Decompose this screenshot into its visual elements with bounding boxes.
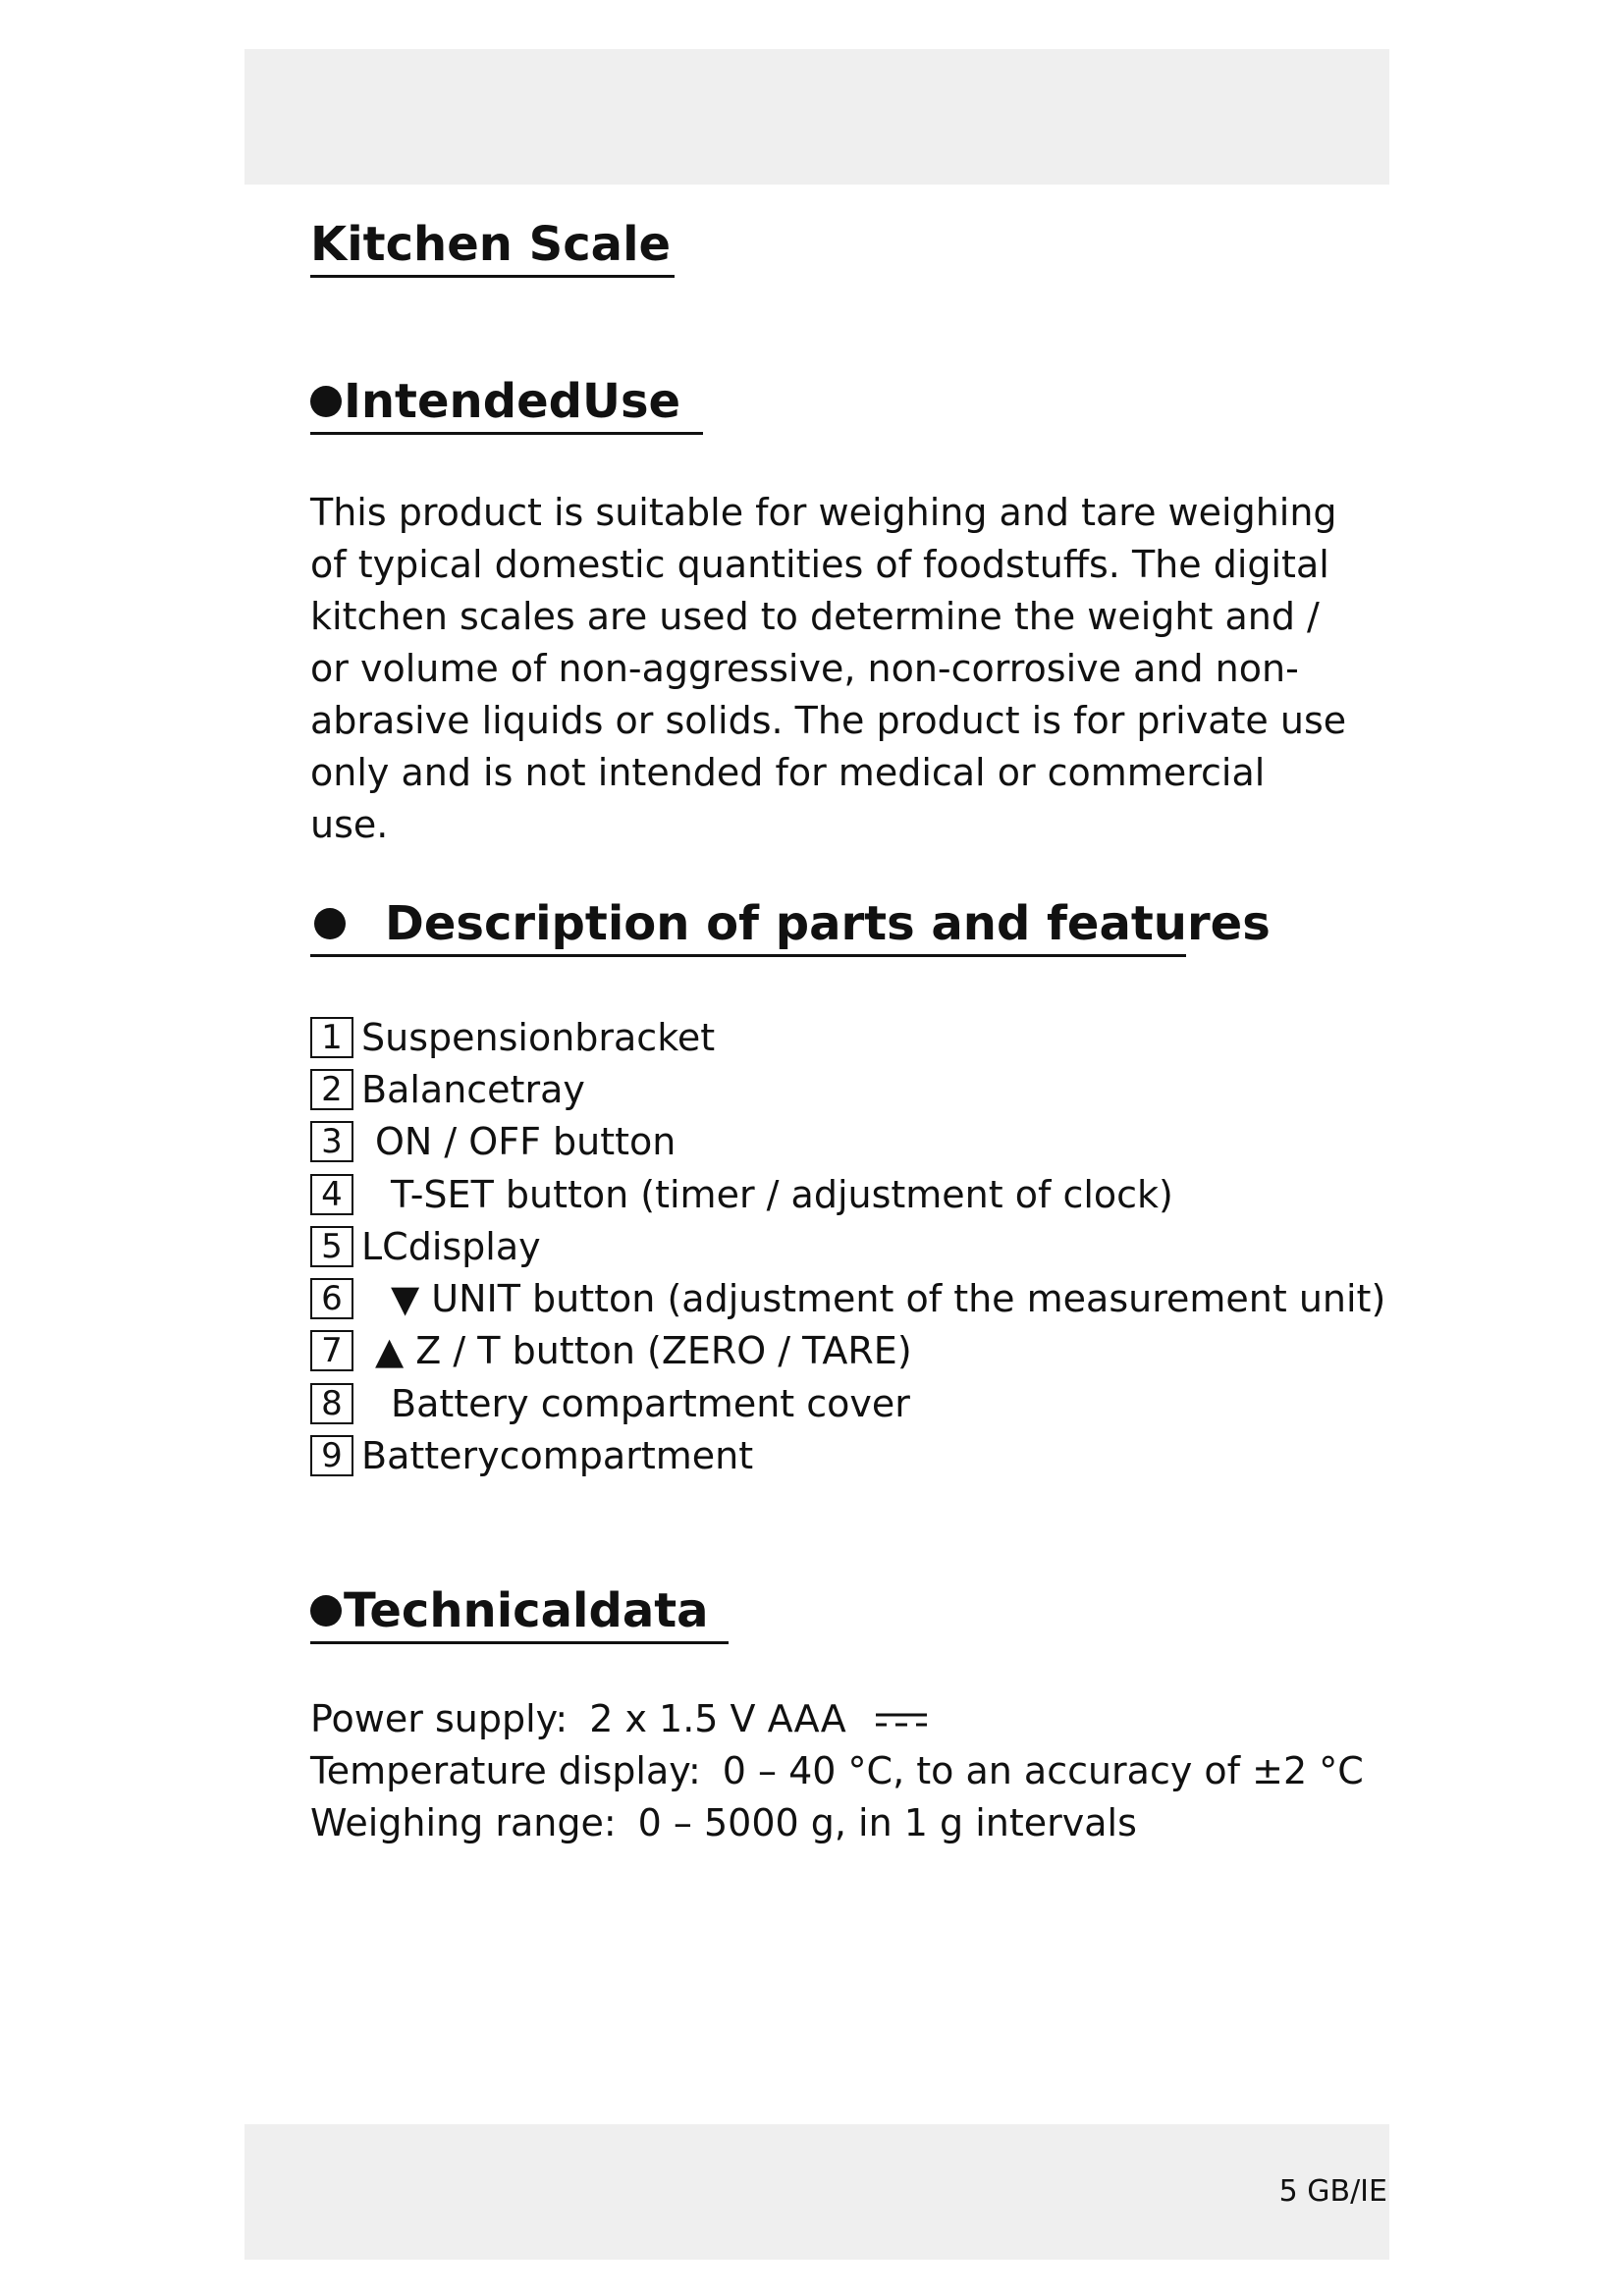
parts-list xyxy=(310,1011,1385,1482)
part-number-box: 1 xyxy=(310,1017,353,1058)
part-item xyxy=(310,1377,1385,1429)
intended-use-heading-text: IntendedUse xyxy=(344,374,681,429)
part-number-box: 3 xyxy=(310,1121,353,1162)
header-band xyxy=(244,49,1389,185)
part-label: ▼ UNIT button (adjustment of the measurement unit) xyxy=(391,1277,1386,1321)
part-label: Battery compartment cover xyxy=(391,1381,910,1425)
part-item xyxy=(310,1168,1385,1220)
page-number: 5 GB/IE xyxy=(1278,2174,1387,2209)
part-item xyxy=(310,1220,1385,1272)
part-label: ▲ Z / T button (ZERO / TARE) xyxy=(375,1329,912,1373)
temperature-row xyxy=(310,1745,1364,1797)
part-item xyxy=(310,1116,1385,1168)
power-supply-value: 2 x 1.5 V AAA xyxy=(589,1697,846,1740)
part-number-box: 4 xyxy=(310,1174,353,1215)
part-item xyxy=(310,1325,1385,1377)
technical-data-heading-text: Technicaldata xyxy=(344,1583,709,1638)
power-supply-label: Power supply: xyxy=(310,1697,568,1740)
bullet-icon xyxy=(314,908,346,939)
part-item xyxy=(310,1272,1385,1324)
weighing-range-row xyxy=(310,1797,1364,1849)
intended-use-heading xyxy=(310,371,703,435)
part-number-box: 6 xyxy=(310,1278,353,1319)
part-item xyxy=(310,1063,1385,1115)
weighing-range-value: 0 – 5000 g, in 1 g intervals xyxy=(637,1801,1137,1844)
part-label: Batterycompartment xyxy=(361,1434,754,1478)
part-item xyxy=(310,1011,1385,1063)
weighing-range-label: Weighing range: xyxy=(310,1801,617,1844)
part-number-box: 5 xyxy=(310,1226,353,1267)
intended-use-paragraph: This product is suitable for weighing and tare weighing of typical domestic quantities of foodstuffs. The digital kitchen scales are used to determine the weight and / or volume of non-aggressive, non-corrosive and non-abrasive liquids or solids. The product is for private use only and is not intended for medical or commercial use. xyxy=(310,491,1347,846)
footer-band xyxy=(244,2124,1389,2260)
temperature-label: Temperature display: xyxy=(310,1749,701,1792)
part-number-box: 9 xyxy=(310,1435,353,1476)
temperature-value: 0 – 40 °C, to an accuracy of ±2 °C xyxy=(722,1749,1364,1792)
part-item xyxy=(310,1429,1385,1481)
part-label: T-SET button (timer / adjustment of clock) xyxy=(391,1172,1173,1216)
part-number-box: 8 xyxy=(310,1383,353,1424)
part-label: LCdisplay xyxy=(361,1224,541,1268)
part-number-box: 2 xyxy=(310,1069,353,1110)
part-label: Suspensionbracket xyxy=(361,1015,716,1059)
power-supply-row xyxy=(310,1693,1364,1745)
technical-data-list xyxy=(310,1693,1364,1849)
bullet-icon xyxy=(310,386,342,417)
bullet-icon xyxy=(310,1595,342,1627)
technical-data-heading xyxy=(310,1580,729,1644)
parts-heading-text: Description of parts and features xyxy=(385,896,1271,951)
parts-heading xyxy=(310,893,1271,957)
part-label: Balancetray xyxy=(361,1067,585,1111)
part-number-box: 7 xyxy=(310,1330,353,1371)
document-title: Kitchen Scale xyxy=(310,214,675,278)
direct-current-icon xyxy=(876,1710,927,1730)
part-label: ON / OFF button xyxy=(375,1120,677,1164)
